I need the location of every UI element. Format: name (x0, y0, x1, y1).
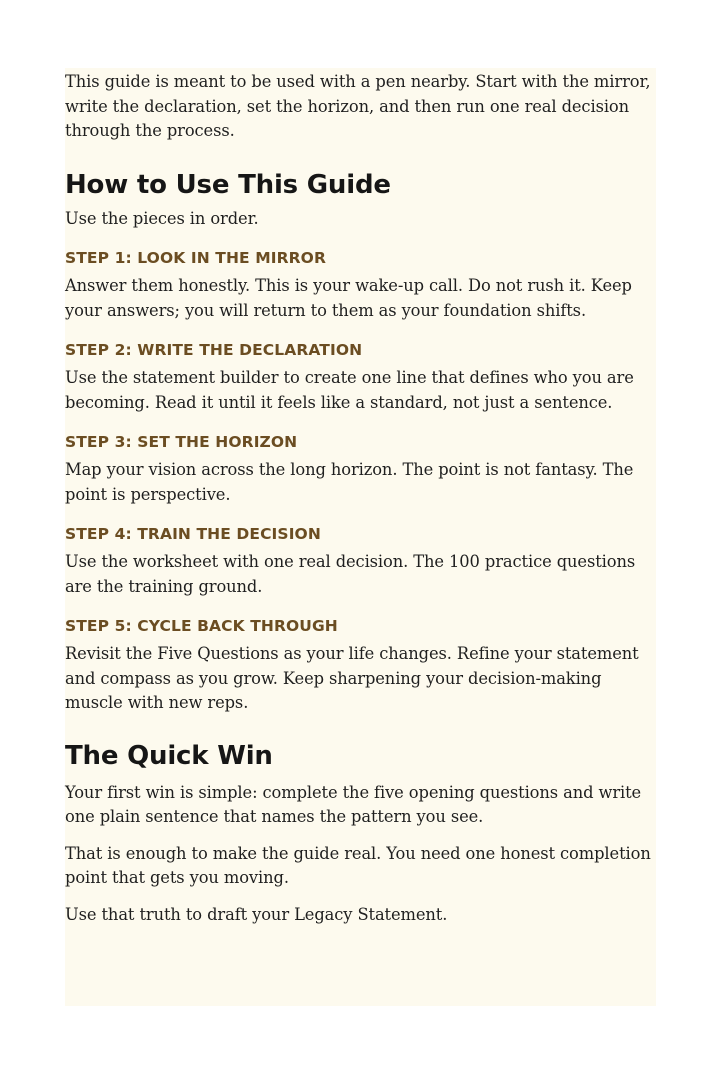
quick-win-paragraph-1: Your first win is simple: complete the five opening questions and write one plain sentence that names the pattern you see. (65, 782, 642, 826)
step-3-title: STEP 3: SET THE HORIZON (65, 433, 298, 451)
step-1-title: STEP 1: LOOK IN THE MIRROR (65, 249, 326, 267)
how-to-heading: How to Use This Guide (65, 169, 391, 200)
intro-paragraph: This guide is meant to be used with a pen nearby. Start with the mirror, write the declaration, set the horizon, and then run one real decision through the process. (65, 72, 651, 140)
step-5-body: Revisit the Five Questions as your life changes. Refine your statement and compass as you grow. Keep sharpening your decision-making muscle with new reps. (65, 644, 639, 712)
step-5 (65, 616, 656, 716)
quick-win-paragraph-2: That is enough to make the guide real. You need one honest completion point that gets you moving. (65, 843, 651, 887)
step-1 (65, 248, 656, 323)
step-2-title: STEP 2: WRITE THE DECLARATION (65, 341, 363, 359)
step-5-title: STEP 5: CYCLE BACK THROUGH (65, 617, 338, 635)
step-3-body: Map your vision across the long horizon. The point is not fantasy. The point is perspective. (65, 460, 634, 504)
how-to-lead: Use the pieces in order. (65, 208, 259, 228)
quick-win-paragraph-3: Use that truth to draft your Legacy Statement. (65, 904, 448, 924)
quick-win-heading: The Quick Win (65, 740, 273, 771)
step-4 (65, 524, 656, 599)
step-2-body: Use the statement builder to create one line that defines who you are becoming. Read it until it feels like a standard, not just a sentence. (65, 368, 634, 412)
step-3 (65, 432, 656, 507)
step-4-title: STEP 4: TRAIN THE DECISION (65, 525, 321, 543)
step-4-body: Use the worksheet with one real decision. The 100 practice questions are the training ground. (65, 552, 636, 596)
step-1-body: Answer them honestly. This is your wake-up call. Do not rush it. Keep your answers; you will return to them as your foundation shifts. (65, 276, 632, 320)
document-body (65, 70, 656, 927)
step-2 (65, 340, 656, 415)
